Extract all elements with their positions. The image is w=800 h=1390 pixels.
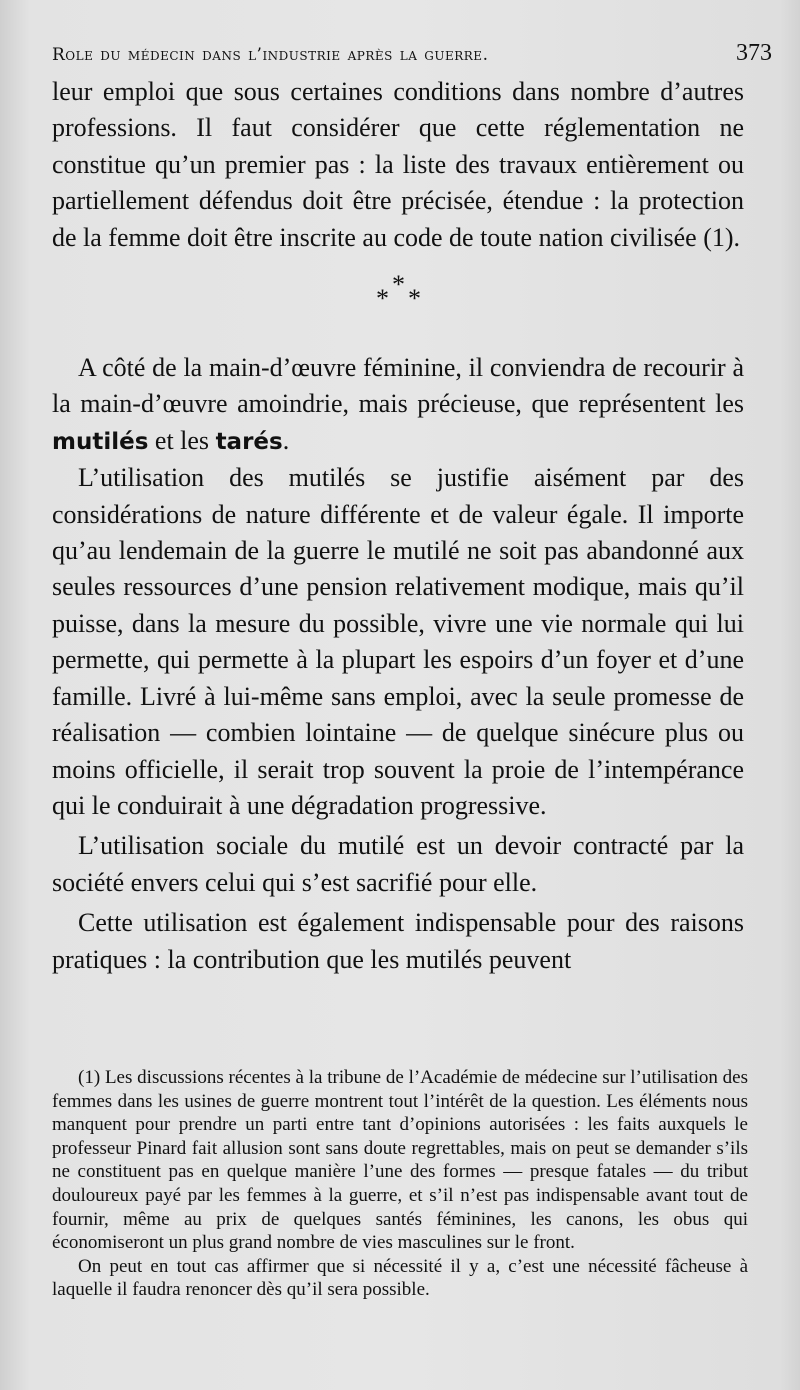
asterism-star-right: *: [408, 284, 421, 314]
paragraph-2: [52, 350, 744, 460]
footnotes: [52, 1066, 748, 1302]
footnote-1-continued: On peut en tout cas affirmer que si nécessité il y a, c’est une nécessité fâcheuse à laquelle il faudra renoncer dès qu’il sera possible.: [52, 1255, 748, 1301]
asterism-star-left: *: [376, 284, 389, 314]
asterism-star-top: *: [392, 270, 405, 300]
paragraph-2-middle: et les: [148, 425, 216, 455]
paragraph-1: leur emploi que sous certaines conditions dans nombre d’autres professions. Il faut considérer que cette réglementation ne constitue qu’un premier pas : la liste des travaux entièrement ou partiellement défendus doit être précisée, étendue : la protection de la femme doit être inscrite au code de toute nation civilisée (1).: [52, 77, 744, 252]
body-text: [52, 74, 744, 978]
term-tares: tarés: [215, 428, 283, 455]
paragraph-2-start: A côté de la main-d’œuvre féminine, il conviendra de recourir à la main-d’œuvre amoindrie, mais précieuse, que représentent les: [52, 353, 744, 419]
paragraph-5: Cette utilisation est également indispensable pour des raisons pratiques : la contribution que les mutilés peuvent: [52, 908, 744, 974]
page-header: [52, 40, 772, 67]
asterism: [52, 272, 744, 330]
footnote-1: (1) Les discussions récentes à la tribune de l’Académie de médecine sur l’utilisation des femmes dans les usines de guerre montrent tout l’intérêt de la question. Les éléments nous manquent pour prendre un parti entre tant d’opinions autorisées : les faits auxquels le professeur Pinard fait allusion sont sans doute regrettables, mais on peut se demander s’ils ne constituent pas en quelque manière l’une des formes — presque fatales — du tribut douloureux payé par les femmes à la guerre, et s’il n’est pas indispensable avant tout de fournir, même au prix de quelques santés féminines, les canons, les obus qui économiseront un plus grand nombre de vies masculines sur le front.: [52, 1067, 748, 1254]
running-title: Role du médecin dans l’industrie après la guerre.: [52, 45, 489, 65]
paragraph-3: L’utilisation des mutilés se justifie aisément par des considérations de nature différente et de valeur égale. Il importe qu’au lendemain de la guerre le mutilé ne soit pas abandonné aux seules ressources d’une pension relativement modique, mais qu’il puisse, dans la mesure du possible, vivre une vie normale qui lui permette, qui permette à la plupart les espoirs d’un foyer et d’une famille. Livré à lui-même sans emploi, avec la seule promesse de réalisation — combien lointaine — de quelque sinécure plus ou moins officielle, il serait trop souvent la proie de l’intempérance qui le conduirait à une dégradation progressive.: [52, 463, 744, 820]
page-number: 373: [736, 40, 772, 66]
term-mutiles: mutilés: [52, 428, 149, 455]
paragraph-4: L’utilisation sociale du mutilé est un devoir contracté par la société envers celui qui s’est sacrifié pour elle.: [52, 831, 744, 897]
paragraph-2-end: .: [282, 425, 290, 455]
